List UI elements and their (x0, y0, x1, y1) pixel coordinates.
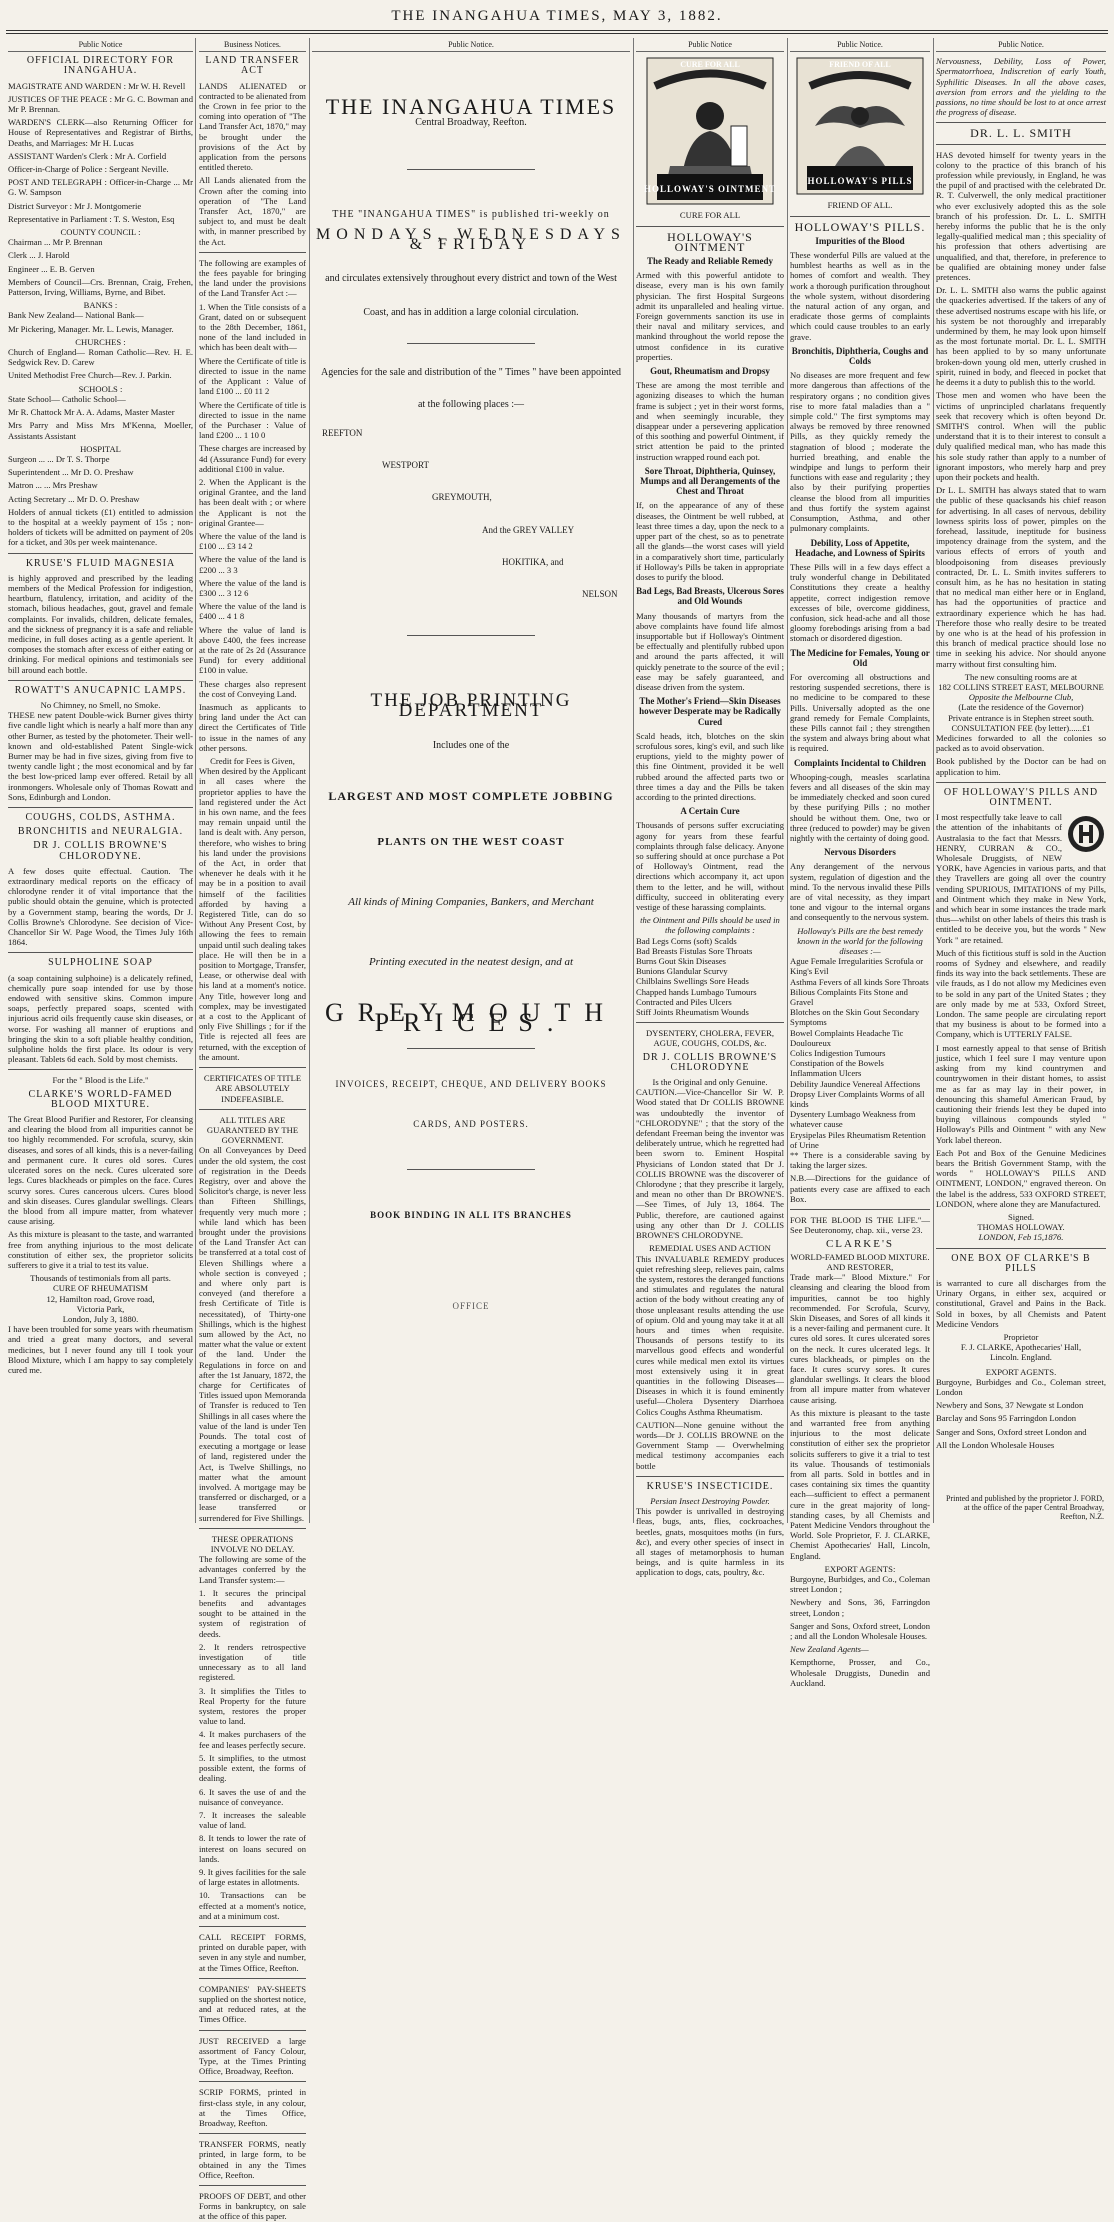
office-imprint: OFFICE (452, 1300, 490, 1311)
diseases-row: Colics Indigestion Tumours (790, 1048, 886, 1059)
advantage-item: 1. It secures the principal benefits and advantages sought to be attained in the system of registration of deeds. (199, 1587, 306, 1639)
ointment-text: Armed with this powerful antidote to disease, every man is his own family physician. The first Hospital Surgeons admit its unparalleled and healing virtue. Foreign governments sanction its use in their naval and military services, and mankind throughout the world repose the utmost confidence in its curative properties. (636, 270, 784, 362)
fee-line: Where the value of the land is £100 ... £3 14 2 (199, 530, 306, 552)
insecticide-title: KRUSE'S INSECTICIDE. (646, 1480, 774, 1492)
ointment-banner: CURE FOR ALL (680, 60, 740, 70)
advantage-item: 3. It simplifies the Titles to Real Property for the future system, restores the proper value to land. (199, 1685, 306, 1727)
lamps-text: THESE new patent Double-wick Burner gives thirty five candle light which is nearly a half more than any other Burner, as tested by the photometer. Their well-known and old-established Patent Single-wick Burner may be had in five sizes, giving from five to twenty candle light ; the most economical and by far the best low-priced lamp ever offered. Retail by all ironmongers. Wholesale only of Thomas Rowatt and Sons, Edinburgh and London. (8, 710, 193, 802)
testimonial-line: Thousands of testimonials from all parts. (30, 1273, 171, 1284)
divider (636, 226, 784, 227)
fee-line: CONSULTATION FEE (by letter)......£1 (951, 722, 1091, 733)
holloway-text: Much of this fictitious stuff is sold in the Auction rooms of Sydney and elsewhere, and readily finds its way into the back settlements. These are vile frauds, as I do not allow my Medicines even to be sold in any part of the United States ; they are only made by me at 533, Oxford Street, London. The same people are circulating report that my business is about to be formed into a Company, which is UTTERLY FALSE. (936, 947, 1106, 1040)
divider (199, 1978, 306, 1979)
export-line: Newbery and Sons, 36, Farringdon street, London ; (790, 1597, 930, 1618)
pills-logo-text: HOLLOWAY'S PILLS (807, 176, 913, 187)
divider (936, 782, 1106, 783)
opposite-line: Opposite the Melbourne Club, (968, 692, 1074, 703)
testimonial-line: Victoria Park, (76, 1303, 125, 1314)
complaints-list-title: the Ointment and Pills should be used in the following complaints : (640, 915, 780, 936)
directory-line: MAGISTRATE AND WARDEN : Mr W. H. Revell (8, 80, 186, 91)
divider (199, 2185, 306, 2186)
pills-subhead: Debility, Loss of Appetite, Headache, and Lowness of Spirits (795, 537, 925, 558)
hospital-line: Acting Secretary ... Mr D. O. Preshaw (8, 493, 140, 504)
advantage-item: 8. It tends to lower the rate of interest on loans secured on lands. (199, 1833, 306, 1864)
entrance-line: Private entrance is in Stephen street south. (948, 712, 1094, 723)
advantage-item: 5. It simplifies, to the utmost possible extent, the forms of dealing. (199, 1752, 306, 1784)
smith-text: Dr L. L. SMITH has always stated that to warn the public of these quacksands his chief reason for advertising. In all cases of nervous, debility lowness spirits loss of power, pimples on the forehead, lassitude, ineptitude for business impotency drainage from the system, and the various effects of errors of youth and bloodpoisoning from diseases previously contracted, Dr. L. L. Smith invites sufferers to consult him, as he has no hesitation in stating that no medical man either here or in England, has had the opportunities of practice and extraordinary experience which he has had. Therefore those who really desire to be treated by one who is at the head of his profession in this branch of medical practice should lose no time in seeking his advice. Nor should anyone marry without first consulting him. (936, 485, 1106, 669)
agent-line: Newbery and Sons, 37 Newgate st London (936, 1400, 1084, 1411)
ointment-text: If, on the appearance of any of these diseases, the Ointment be well rubbed, at least three times a day, upon the neck to a upper part of the chest, so as to penetrate all the glands—the worst cases will yield in a comparatively short time, particularly if Holloway's Pills be taken in appropriate doses to purify the blood. (636, 500, 784, 582)
mining-line: All kinds of Mining Companies, Bankers, and Merchant (348, 896, 594, 909)
land-text: The following are examples of the fees payable for bringing the land under the provisions of the Land Transfer Act :— (199, 257, 306, 299)
cards-line: CARDS, AND POSTERS. (413, 1119, 529, 1130)
divider (790, 216, 930, 217)
churches-line: United Methodist Free Church—Rev. J. Parkin. (8, 370, 172, 381)
divider (199, 1109, 306, 1110)
clarkes-pills-title: ONE BOX OF CLARKE'S B PILLS (951, 1252, 1091, 1274)
fee-line: Where the value of the land is £300 ... 3 12 6 (199, 577, 306, 598)
signature-line: THOMAS HOLLOWAY. (977, 1222, 1065, 1233)
times-subtitle: Central Broadway, Reefton. (415, 117, 527, 129)
blood-heading: FOR THE BLOOD IS THE LIFE."—See Deuteronomy, chap. xii., verse 23. (790, 1215, 930, 1236)
town-item: WESTPORT (382, 460, 429, 471)
divider (8, 952, 193, 953)
masthead-rule (6, 30, 1108, 31)
export-line: New Zealand Agents— (790, 1644, 869, 1655)
ointment-logo-text: HOLLOWAY'S OINTMENT (644, 184, 776, 195)
directory-title: OFFICIAL DIRECTORY FOR INANGAHUA. (26, 55, 175, 77)
late-line: (Late the residence of the Governor) (958, 702, 1084, 713)
angel-engraving-icon (795, 56, 925, 196)
smith-text: Dr. L. L. SMITH also warns the public against the quackeries advertised. If the takers of any of these advertised nostrums escape with his life, or his system be not thoroughly and irreparably undermined by them, he may look upon himself as the most fortunate mortal. Dr. L. L. SMITH has been applied to by so many unfortunate broken-down young old men, utterly crushed in spirit, ruined in body, and fleeced in pocket that he deems it a duty to publish this to the world. (936, 285, 1106, 388)
agent-line: Burgoyne, Burbidges and Co., Coleman street, London (936, 1376, 1106, 1397)
town-item: NELSON (582, 589, 618, 600)
divider (407, 1169, 534, 1170)
circulation-line-2: Coast, and has in addition a large colonial circulation. (363, 307, 579, 319)
operations-text: The following are some of the advantages conferred by the Land Transfer system:— (199, 1554, 306, 1585)
published-line: THE "INANGAHUA TIMES" is published tri-weekly on (332, 208, 610, 220)
column-1 (8, 40, 193, 1520)
smith-intro: Nervousness, Debility, Loss of Power, Spermatorrhoea, Indiscretion of early Youth, Syphilitic Diseases. In all the above cases, aversion from errors and the yielding to the passions, no time should be lost to at once arrest the progress of disease. (936, 56, 1106, 118)
signed-line: Signed. (1007, 1211, 1035, 1222)
directory-line: District Surveyor : Mr J. Montgomerie (8, 200, 142, 211)
diseases-row: Asthma Fevers of all kinds Sore Throats (790, 976, 929, 987)
column-divider (195, 38, 196, 1523)
directory-line: WARDEN'S CLERK—also Returning Officer for House of Representatives and Registrar of Births, Deaths, and Marriages: Mr H. Lucas (8, 117, 193, 148)
divider (199, 2133, 306, 2134)
column-header: Business Notices. (199, 40, 306, 52)
town-item: GREYMOUTH, (432, 492, 492, 503)
pills-text: These wonderful Pills are valued at the humblest hearths as well as in the homes of comfort and wealth. They work a thorough purification throughout the whole system, without disordering the natural action of any organ, and eradicate those germs of complaints which could cause troubles to an early grave. (790, 250, 930, 342)
export-agents-title: EXPORT AGENTS. (985, 1366, 1057, 1377)
ointment-subhead: Gout, Rheumatism and Dropsy (650, 366, 770, 377)
divider (407, 635, 534, 636)
divider (199, 1528, 306, 1529)
book-binding-line: BOOK BINDING IN ALL ITS BRANCHES (370, 1210, 572, 1221)
pills-text: No diseases are more frequent and few more dangerous than affections of the respiratory organs ; no condition gives rise to more fatal maladies than a " simple cold." The first symptoms may always be removed by three renowned Pills, as they quickly remedy the stagnation of blood ; moderate the hurried breathing, and enable the windpipe and lungs to perform their functions with ease and regularity ; they also by their purifying properties cleanse the blood from all impurities and thus fortify the system against Consumption, Asthma, and other pulmonary complaints. (790, 370, 930, 534)
fee-line: Where the value of the land is £400 ... 4 1 8 (199, 601, 306, 622)
column-divider (633, 38, 634, 1523)
holloway-text: Each Pot and Box of the Genuine Medicines bears the British Government Stamp, with the words " HOLLOWAY'S PILLS AND OINTMENT, LONDON," engraved thereon. On the label is the address, 533 OXFORD STREET, LONDON, where alone they are Manufactured. (936, 1147, 1106, 1209)
kruse-text: is highly approved and prescribed by the leading members of the Medical Profession for indigestion, heartburn, flatulency, irritation, and acidity of the stomach, bilious headaches, gout, gravel and female complaints. For invalids, children, delicate females, and the sickness of pregnancy it is a safe and reliable medicine, in full doses acting as a gentle aperient. It composes the stomach after excess of either eating or drinking. For medical opinions and testimonials see bill around each bottle. (8, 572, 193, 675)
fee-line: 2. When the Applicant is the original Grantee, and the land has been dealt with ; or where the Applicant is not the original Grantee— (199, 476, 306, 528)
schools-line: Mrs Parry and Miss Mrs M'Kenna, Moeller, Assistants Assistant (8, 420, 193, 441)
ointment-text: Scald heads, itch, blotches on the skin scrofulous sores, king's evil, and such like eruptions, yield to the mighty power of this fine Ointment, provided it be well rubbed around the affected parts two or three times a day and the Pills be taken according to the printed directions. (636, 730, 784, 802)
council-title: COUNTY COUNCIL : (60, 227, 141, 238)
pills-caption: FRIEND OF ALL. (827, 200, 893, 211)
town-item: HOKITIKA, and (502, 556, 564, 567)
coughs-title: COUGHS, COLDS, ASTHMA. (25, 812, 176, 823)
council-line: Chairman ... Mr P. Brennan (8, 237, 103, 248)
land-text: Inasmuch as applicants to bring land under the Act can direct the Certificates of Title to issue in the names of any other persons. (199, 701, 306, 753)
guaranteed-title: ALL TITLES ARE GUARANTEED BY THE GOVERNMENT. (206, 1114, 299, 1146)
testimonial-line: I have been troubled for some years with rheumatism and tried a great many doctors, and several medicines, but I never found any till I took your Blood Mixture, which I am happy to say completely cured me. (8, 1324, 193, 1375)
remedial-text: This INVALUABLE REMEDY produces quiet refreshing sleep, relieves pain, calms the system, restores the deranged functions and stimulates and regulates the natural action of the body without creating any of those unpleasant results attending the use of opium. Old and young may take it at all hours and times when requisite. Thousands of persons testify to its marvellous good effects and wonderful cures while medical men extol its virtues most extensively using it in great quantities in the following Diseases— Diseases in which it is found eminently useful—Cholera Dysentery Diarrhoea Colics Coughs Asthma Rheumatism. (636, 1253, 784, 1417)
agent-line: Sanger and Sons, Oxford street London and (936, 1426, 1087, 1437)
greymouth-prices: GREYMOUTH PRICES. (324, 997, 618, 1037)
pills-subhead: Nervous Disorders (824, 847, 896, 858)
divider (8, 680, 193, 681)
divider (8, 553, 193, 554)
divider (8, 807, 193, 808)
small-ad: TRANSFER FORMS, neatly printed, in large form, to be obtained in any the Times Office, Reefton. (199, 2139, 306, 2180)
column-header: Public Notice (636, 40, 784, 52)
pills-text: Whooping-cough, measles scarlatina fevers and all diseases of the skin may be immediately checked and soon cured by these purifying Pills ; no mother should be without them. One, two or three (reduced to powder) may be given nightly with the certainty of doing good. (790, 771, 930, 843)
circulation-line: and circulates extensively throughout every district and town of the West (325, 273, 617, 285)
land-text: LANDS ALIENATED or contracted to be alienated from the Crown in fee prior to the coming into operation of "The Land Transfer Act, 1870," may be brought under the provisions of the Act by application from the persons entitled thereto. (199, 80, 306, 173)
clarke-line: F. J. CLARKE, Apothecaries' Hall, (960, 1342, 1082, 1353)
complaints-row: Bunions Glandular Scurvy (636, 966, 728, 977)
clarkes-sub: WORLD-FAMED BLOOD MIXTURE. (790, 1251, 930, 1262)
trade-mark-h-icon (1066, 814, 1106, 854)
advantage-item: 7. It increases the saleable value of land. (199, 1809, 306, 1831)
column-divider (787, 38, 788, 1523)
ointment-text: Many thousands of martyrs from the above complaints have found life almost insupportable but if Holloway's Ointment be effectually and plentifully rubbed upon and around the parts affected, it will quickly penetrate to the source of the evil ; ease may be safely guaranteed, and disease driven from the system. (636, 610, 784, 692)
diseases-row: Erysipelas Piles Rheumatism Retention of Urine (790, 1129, 926, 1150)
holloway-text: I most respectfully take leave to call the attention of the inhabitants of Australasia to the fact that Messrs. HENRY, CURRAN & CO., Wholesale Druggists, of NEW YORK, have Agencies in various parts, and that they Travellers are going all over the country vending SPURIOUS, IMITATIONS of my Pills, and Ointment which they make in New York, and which bear in some instances the trade mark thus—whilst on other labels of theirs this trash is entitled to be deceive you, but the words " New York " are retained. (936, 812, 1106, 945)
divider (199, 252, 306, 253)
clarkes-text: Trade mark—" Blood Mixture." For cleansing and clearing the blood from impurities, cannot be too highly recommended. For Scrofula, Scurvy, Skin Diseases, and Sores of all kinds it is a never-failing and permanent cure. It cures old sores. It cures ulcerated sores on the neck. It cures ulcerated legs. It cures blackheads, or pimples on the face. It cures scurvy sores. It cures glandular swellings. It clears the blood from all impure matter from whatever cause arising. (790, 1272, 930, 1405)
printing-line: Printing executed in the neatest design, and at (368, 956, 574, 969)
pills-text: For overcoming all obstructions and restoring suspended secretions, there is no medicine to be compared to these Pills. Universally adopted as the one grand remedy for Female Complaints, these Pills cannot fail ; they strengthen the system and always bring about what is required. (790, 671, 930, 754)
agencies-line-2: at the following places :— (417, 398, 525, 410)
clarkes-text-2: As this mixture is pleasant to the taste, and warranted free from anything injurious to the most delicate constitution of either sex, the proprietor solicits sufferers to give it a trial to test its value. (8, 1229, 193, 1270)
ointment-title: HOLLOWAY'S OINTMENT (667, 229, 753, 254)
publication-days: MONDAYS, WEDNESDAYS & FRIDAY (316, 225, 626, 254)
schools-line: Mr R. Chattock Mr A. A. Adams, Master Master (8, 407, 175, 418)
agent-line: Barclay and Sons 95 Farringdon London (936, 1413, 1077, 1424)
ointment-subhead: Sore Throat, Diphtheria, Quinsey, Mumps and all Derangements of the Chest and Throat (640, 465, 780, 497)
complaints-row: Bad Legs Corns (soft) Scalds (636, 935, 737, 946)
divider (407, 1048, 534, 1049)
column-divider (933, 38, 934, 1523)
smith-text: Those men and women who have been the victims of unprincipled charlatans frequently seek that recovery which is often beyond Dr. SMITH'S control. When will the public understand that it is to their interest to consult a duly qualified medical man, who has made this his sole study rather than apply to a number of ignorant impostors, who merely harp and prey upon their pockets and health. (936, 390, 1106, 482)
medicines-line: Medicines forwarded to all the colonies so packed as to avoid observation. (936, 733, 1106, 754)
column-divider (309, 38, 310, 1523)
churches-line: Church of England— Roman Catholic—Rev. H. E. Sedgwick Rev. D. Carew (8, 347, 193, 368)
fee-line: 1. When the Title consists of a Grant, dated on or subsequent to the 28th December, 1861, none of the land included in which has been dealt with— (199, 301, 306, 353)
advantage-item: 4. It makes purchasers of the fee and leases perfectly secure. (199, 1729, 306, 1750)
caution-text: CAUTION—None genuine without the words—Dr J. COLLIS BROWNE on the Government Stamp — Overwhelming medical testimony accompanies each bottle (636, 1419, 784, 1471)
directory-line: Representative in Parliament : T. S. Weston, Esq (8, 213, 175, 224)
hospital-line: Surgeon ... ... Dr T. S. Thorpe (8, 453, 110, 464)
insecticide-sub: Persian Insect Destroying Powder. (650, 1495, 770, 1506)
ointment-subhead: Bad Legs, Bad Breasts, Ulcerous Sores and Old Wounds (636, 586, 784, 607)
diseases-row: Bilious Complaints Fits Stone and Gravel (790, 986, 908, 1008)
times-title: THE INANGAHUA TIMES (325, 94, 617, 120)
churches-title: CHURCHES : (75, 336, 126, 347)
pills-text: These Pills will in a few days effect a truly wonderful change in Debilitated Constitutions they create a healthy appetite, correct indigestion remove excesses of bile, overcome giddiness, confusion, sick head-ache and all those gloomy forebodings arising from a bad stomach or disordered digestion. (790, 561, 930, 644)
column-header: Public Notice. (790, 40, 930, 52)
divider (936, 122, 1106, 123)
diseases-row: Constipation of the Bowels Inflammation Ulcers (790, 1058, 884, 1079)
rooms-line: The new consulting rooms are at (964, 671, 1078, 682)
complaints-row: Chilblains Swellings Sore Heads (636, 976, 749, 987)
fee-line: Where the value of land is above £400, the fees increase at the rate of 2s 2d (Assurance Fund) for every additional £100 in value. (199, 624, 306, 676)
dysentery-heading: DYSENTERY, CHOLERA, FEVER, AGUE, COUGHS, COLDS, &c. (645, 1028, 775, 1049)
schools-title: SCHOOLS : (78, 383, 123, 394)
bronchitis-title: BRONCHITIS and NEURALGIA. (17, 826, 184, 838)
fee-line: Where the value of the land is £200 ... 3 3 (199, 554, 306, 575)
directions-note: N.B.—Directions for the guidance of patients every case are affixed to each Box. (790, 1173, 930, 1204)
smith-title: DR. L. L. SMITH (970, 126, 1072, 141)
kruse-title: KRUSE'S FLUID MAGNESIA (25, 557, 176, 569)
saving-note: ** There is a considerable saving by taking the larger sizes. (790, 1150, 930, 1171)
diseases-row: Ague Female Irregularities Scrofula or King's Evil (790, 956, 924, 977)
ointment-subhead: The Mother's Friend—Skin Diseases however Desperate may be Radically Cured (639, 696, 781, 727)
complaints-row: Bad Breasts Fistulas Sore Throats (636, 945, 753, 956)
advantage-item: 9. It gives facilities for the sale of large estates in allotments. (199, 1866, 306, 1888)
address-line: 182 COLLINS STREET EAST, MELBOURNE (938, 681, 1104, 692)
council-line: Engineer ... E. B. Gerven (8, 263, 95, 274)
column-5-holloway-pills (790, 40, 930, 1688)
browne-title: DR J. COLLIS BROWNE'S CHLORODYNE. (33, 840, 168, 862)
directory-line: ASSISTANT Warden's Clerk : Mr A. Corfield (8, 150, 167, 161)
masthead-rule-2 (6, 33, 1108, 34)
job-printing-sub: Includes one of the (432, 739, 510, 751)
column-4-holloway-ointment (636, 40, 784, 1578)
restorer-line: AND RESTORER, (826, 1261, 894, 1272)
small-ad: COMPANIES' PAY-SHEETS supplied on the shortest notice, and at reduced rates, at the Times Office. (199, 1983, 306, 2025)
fee-line: These charges are increased by 4d (Assurance Fund) for every additional £100 in value. (199, 443, 306, 474)
credit-title: Credit for Fees is Given, (210, 756, 295, 766)
fee-line: Where the Certificate of title is directed to issue in the name of the Purchaser : Value of land £200 ... 1 10 0 (199, 399, 306, 441)
export-line: Kempthorne, Prosser, and Co., Wholesale Druggists, Dunedin and Auckland. (790, 1657, 930, 1688)
pills-subhead: Impurities of the Blood (815, 235, 905, 246)
small-ad: JUST RECEIVED a large assortment of Fancy Colour, Type, at the Times Printing Office, Broadway, Reefton. (199, 2035, 306, 2077)
divider (8, 1069, 193, 1070)
banks-line: Mr Pickering, Manager. Mr. L. Lewis, Manager. (8, 323, 174, 334)
blood-heading: For the " Blood is the Life." (52, 1075, 149, 1086)
diseases-row: Debility Jaundice Venereal Affections (790, 1078, 921, 1089)
complaints-row: Chapped hands Lumbago Tumours (636, 986, 757, 997)
diseases-row: Blotches on the Skin Gout Secondary Symptoms (790, 1007, 920, 1028)
invoices-line: INVOICES, RECEIPT, CHEQUE, AND DELIVERY BOOKS (335, 1079, 607, 1090)
advantage-item: 2. It renders retrospective investigation of title unnecessary as to all land registered. (199, 1641, 306, 1683)
town-list (312, 428, 630, 599)
directory-line: Officer-in-Charge of Police : Sergeant Neville. (8, 164, 169, 175)
clarkes-title: CLARKE'S (825, 1237, 895, 1250)
complaints-row: Contracted and Piles Ulcers (636, 996, 732, 1007)
divider (636, 1022, 784, 1023)
divider (936, 1248, 1106, 1249)
masthead: THE INANGAHUA TIMES, MAY 3, 1882. (391, 8, 723, 24)
smith-text: HAS devoted himself for twenty years in the colony to the practice of this branch of his profession while previously, in England, he was the pupil of and practised with the celebrated Dr. R. T. Culverwell, the only medical practitioner who ever exclusively adopted this as the sole branch of his profession. Dr. L. L. SMITH hereby informs the public that he is the only legally-qualified medical man ; this speciality of his profession that others advertising are unqualified, and that, therefore, in preference to be qualified are obtaining money under false pretences. (936, 149, 1106, 283)
column-2 (199, 40, 306, 2222)
complaints-row: Stiff Joints Rheumatism Wounds (636, 1007, 749, 1018)
publisher-imprint: Printed and published by the proprietor J. FORD, at the office of the paper Central Broadway, Reefton, N.Z. (946, 1494, 1104, 1521)
divider (199, 1067, 306, 1068)
divider (199, 2081, 306, 2082)
diseases-row: Dropsy Liver Complaints Worms of all kinds (790, 1088, 925, 1110)
diseases-list-title: Holloway's Pills are the best remedy known in the world for the following diseases :— (797, 925, 923, 957)
insecticide-text: This powder is unrivalled in destroying fleas, bugs, ants, flies, cockroaches, beetles, gnats, mosquitoes moths (in furs, &c), and every other species of insect in all stages of metamorphosis to human beings, and is quite harmless in its application to dogs, cats, poultry, &c. (636, 1506, 784, 1578)
pills-subhead: Bronchitis, Diphtheria, Coughs and Colds (791, 345, 929, 367)
banks-title: BANKS : (83, 300, 118, 311)
column-header: Public Notice. (936, 40, 1106, 52)
divider (790, 1209, 930, 1210)
holloway-text: I most earnestly appeal to that sense of British justice, which I feel sure I may venture upon asking from my kind countrymen and countrywomen in their distant homes, to assist me as far as may lay in their power, in denouncing this shameful American Fraud, by cautioning their friends lest they be duped into buying villainous compounds styled " Holloway's Pills and Ointment " with any New York label thereon. (936, 1042, 1106, 1145)
town-item: And the GREY VALLEY (482, 524, 575, 535)
proprietor-label: Proprietor (1003, 1331, 1039, 1342)
lamps-title: ROWATT'S ANUCAPNIC LAMPS. (14, 684, 187, 696)
small-ad: CALL RECEIPT FORMS, printed on durable paper, with seven in any style and number, at the Times Office, Reefton. (199, 1931, 306, 1973)
testimonial-line: 12, Hamilton road, Grove road, (46, 1293, 155, 1304)
pills-banner: FRIEND OF ALL (829, 60, 891, 70)
schools-line: State School— Catholic School— (8, 393, 126, 404)
pills-subhead: The Medicine for Females, Young or Old (790, 647, 930, 668)
directory-line: POST AND TELEGRAPH : Officer-in-Charge ... Mr G. W. Sampson (8, 177, 193, 198)
fee-line: These charges also represent the cost of Conveying Land. (199, 678, 306, 699)
banks-line: Bank New Zealand— National Bank— (8, 310, 144, 321)
diseases-row: Bowel Complaints Headache Tic Douloureux (790, 1027, 904, 1048)
council-line: Members of Council—Crs. Brennan, Craig, Frehen, Patterson, Irving, Williams, Byrne, and Bibet. (8, 276, 193, 298)
clarkes-pills-text: is warranted to cure all discharges from the Urinary Organs, in either sex, acquired or constitutional, Gravel and Pains in the Back. Sold in boxes, by all Chemists and Patent Medicine Vendors (936, 1277, 1106, 1329)
holloway-caution-title: OF HOLLOWAY'S PILLS AND OINTMENT. (943, 786, 1099, 809)
divider (936, 144, 1106, 145)
small-ad: PROOFS OF DEBT, and other Forms in bankruptcy, on sale at the office of this paper. (199, 2191, 306, 2222)
ointment-subhead: A Certain Cure (680, 806, 740, 817)
column-3-times-advert (312, 40, 630, 1520)
plants-line: PLANTS ON THE WEST COAST (377, 836, 565, 849)
ointment-caption: CURE FOR ALL (679, 210, 741, 221)
land-transfer-title: LAND TRANSFER ACT (205, 55, 300, 77)
job-printing-title: THE JOB PRINTING DEPARTMENT (370, 690, 572, 722)
agent-line: All the London Wholesale Houses (936, 1439, 1055, 1450)
pills-title: HOLLOWAY'S PILLS. (794, 219, 926, 234)
ointment-subhead: The Ready and Reliable Remedy (647, 256, 773, 267)
hospital-line: Matron ... ... Mrs Preshaw (8, 480, 98, 491)
divider (199, 1926, 306, 1927)
clarkes-title: CLARKE'S WORLD-FAMED BLOOD MIXTURE. (28, 1088, 173, 1110)
browne-title: DR J. COLLIS BROWNE'S CHLORODYNE (642, 1051, 778, 1073)
browne-sub: Is the Original and only Genuine. (652, 1077, 768, 1088)
advantage-item: 10. Transactions can be effected at a moment's notice, and at a minimum cost. (199, 1890, 306, 1921)
book-line: Book published by the Doctor can be had on application to him. (936, 756, 1106, 777)
remedial-title: REMEDIAL USES AND ACTION (649, 1243, 771, 1254)
date-line: LONDON, Feb 15,1876. (978, 1232, 1064, 1243)
council-line: Clerk ... J. Harold (8, 250, 70, 261)
ointment-text: These are among the most terrible and agonizing diseases to which the human frame is subject ; yet in their worst forms, and when seemingly incurable, they disappear under a persevering application of this soothing and powerful Ointment, if strict attention be paid to the printed instruction wrapped round each pot. (636, 380, 784, 462)
largest-line: LARGEST AND MOST COMPLETE JOBBING (328, 788, 614, 803)
testimonial-line: London, July 3, 1880. (62, 1313, 139, 1324)
divider (407, 343, 534, 344)
certificates-title: CERTIFICATES OF TITLE ARE ABSOLUTELY INDEFEASIBLE. (203, 1073, 302, 1104)
clarkes-text: The Great Blood Purifier and Restorer, For cleansing and clearing the blood from all impurities cannot be too highly recommended. For scrofula, scurvy, skin diseases, and sores of all kinds, this is a never-failing and permanent cure. It cures old sores. Cures ulcerated sores on the neck. Cures ulcerated sore legs. Cures blackheads or pimples on the face. Cures scurvy sores. Cures cancerous ulcers. Cures blood and skin diseases. Cures glandular swellings. Clears the blood from all impure matter, from whatever cause arising. (8, 1114, 193, 1227)
guaranteed-text: On all Conveyances by Deed under the old system, the cost of registration in the Deeds Registry, over and above the Solicitor's charge, is never less than Fifteen Shillings, frequently very much more ; while land which has been brought under the provisions of the Land Transfer Act can be transferred at a total cost of Eleven Shillings where a whole section is conveyed ; and where only part is conveyed (and therefore a fresh Certificate of Title is necessitated), of Thirty-one Shillings, which is the highest sum allowed by the Act, no matter what the value or extent of the land. Under the Regulations in force on and after the 1st January, 1872, the charge for Certificates of Titles issued upon Memoranda of Transfer is reduced to Ten Shillings in all cases where the value of the land is under Ten Pounds. The total cost of executing a mortgage or lease of land, registered under the Act, is Twelve Shillings, no matter what the amount involved. A mortgage may be transferred or discharged, or a lease transferred or surrendered for Five Shillings. (199, 1145, 306, 1523)
pills-subhead: Complaints Incidental to Children (793, 757, 927, 768)
hospital-line: Holders of annual tickets (£1) entitled to admission to the hospital at a weekly payment of 15s ; non-holders of tickets will be admitted on payment of 20s for a ticket, and 30s per week maintenance. (8, 506, 193, 548)
directory-line: JUSTICES OF THE PEACE : Mr G. C. Bowman and Mr P. Brennan. (8, 93, 193, 115)
complaints-row: Burns Gout Skin Diseases (636, 956, 726, 967)
ointment-text: Thousands of persons suffer excruciating agony for years from these fearful complaints through false delicacy. Anyone so suffering should at once purchase a Pot of Holloway's Ointment, read the directions which accompany it, act upon them to the letter, and he will, without difficulty, succeed in obliterating every vestige of these harassing complaints. (636, 820, 784, 912)
credit-text: When desired by the Applicant in all cases where the proprietor applies to have the land registered under the Act in his own name, and the fees may remain unpaid until the land is dealt with. Any person, therefore, who wishes to bring his land under the provisions of the Act, in order that whenever he deals with it he may be in a position to avail himself of the facilities afforded by having a Registered Title, can do so Without Any Present Cost, by allowing the fees to remain unpaid until such dealing takes place. He will then be in a position to Mortgage, Transfer, Lease, or otherwise deal with his land at a moment's notice. Any Title, however long and complex, may be investigated at a cost to the Applicant of only Five Shillings ; for if the Title is rejected all fees are returned, with the exception of the amount. (199, 766, 306, 1062)
browne-text: A few doses quite effectual. Caution. The extraordinary medical reports on the efficacy of chlorodyne render it of vital importance that the public should obtain the genuine, which is protected by a Government stamp, bearing the words, Dr J. Collis Browne's Chlorodyne. See decision of Vice-Chancellor Sir W. Page Wood, the Times July 16th 1864. (8, 865, 193, 948)
hospital-title: HOSPITAL (80, 443, 121, 454)
agencies-line: Agencies for the sale and distribution of the " Times " have been appointed (320, 366, 622, 378)
sulpholine-title: SULPHOLINE SOAP (48, 957, 153, 969)
pills-text: Any derangement of the nervous system, regulation of digestion and the mind. To the nervous invalid these Pills are of vital necessity, as they impart tone and vigour to the internal organs and consequently to the nervous system. (790, 861, 930, 923)
diseases-row: Dysentery Lumbago Weakness from whatever cause (790, 1109, 916, 1130)
fee-line: Where the Certificate of title is directed to issue in the name of the Applicant : Value of land £100 ... £0 11 2 (199, 355, 306, 397)
column-6 (936, 40, 1106, 1520)
divider (199, 2030, 306, 2031)
browne-text: CAUTION.—Vice-Chancellor Sir W. P. Wood stated that Dr COLLIS BROWNE was undoubtedly the inventor of "CHLORODYNE" ; that the story of the defendant Freeman being the inventor was deliberately untrue, which he regretted had been sworn to. Eminent Hospital Physicians of London stated that Dr J. COLLIS BROWNE was the discoverer of Chlorodyne ; that they prescribe it largely, and mean no other than Dr BROWNE'S.—See Times, of July 13, 1864. The Public, therefore, are cautioned against using any other than Dr J. COLLIS BROWNE'S CHLORODYNE. (636, 1087, 784, 1241)
lincoln-line: Lincoln. England. (990, 1352, 1052, 1363)
town-item: REEFTON (322, 428, 363, 439)
column-header: Public Notice (8, 40, 193, 52)
advantage-item: 6. It saves the use of and the nuisance of conveyance. (199, 1786, 306, 1807)
sulpholine-text: (a soap containing sulphoine) is a delicately refined, chemically pure soap intended for use by those endowed with sensitive skins. Common impure soaps, perfectly prepared soaps, scented with injurious acrid oils frequently cause skin diseases, or worse. For washing all manner of eruptions and bringing the skin to a soft pliable healthy condition, sulpholine holds the first place. Its odour is very pleasant. Tablets 6d each. Sold by most chemists. (8, 972, 193, 1065)
divider (636, 1476, 784, 1477)
lamps-sub: No Chimney, no Smell, no Smoke. (40, 699, 161, 710)
export-line: Sanger and Sons, Oxford street, London ; and all the London Wholesale Houses. (790, 1620, 930, 1642)
divider (407, 169, 534, 170)
small-ad: SCRIP FORMS, printed in first-class style, in any colour, at the Times Office, Broadway, Reefton. (199, 2087, 306, 2128)
export-title: EXPORT AGENTS: (824, 1563, 896, 1574)
testimonial-line: CURE OF RHEUMATISM (52, 1283, 149, 1294)
land-text: All Lands alienated from the Crown after the coming into operation of "The Land Transfer Act, 1870," are subject to, and must be dealt with, in manner prescribed by the Act. (199, 175, 306, 247)
export-line: Burgoyne, Burbidges, and Co., Coleman street London ; (790, 1574, 930, 1595)
hospital-line: Superintendent ... Mr D. O. Preshaw (8, 467, 134, 478)
operations-title: THESE OPERATIONS INVOLVE NO DELAY. (210, 1533, 295, 1555)
clarkes-text-2: As this mixture is pleasant to the taste and warranted free from anything injurious to the most delicate constitution of either sex the proprietor solicits sufferers to give it a trial to test its value. Thousands of testimonials from all parts. Sold in bottles and in cases containing six times the quantity each—sufficient to effect a permanent cure in the great majority of long-standing cases, by all Chemists and Patent Medicine Vendors throughout the World. Sole Proprietor, F. J. CLARKE, Chemist Apothecaries' Hall, Lincoln, England. (790, 1407, 930, 1561)
column-header: Public Notice. (312, 40, 630, 52)
